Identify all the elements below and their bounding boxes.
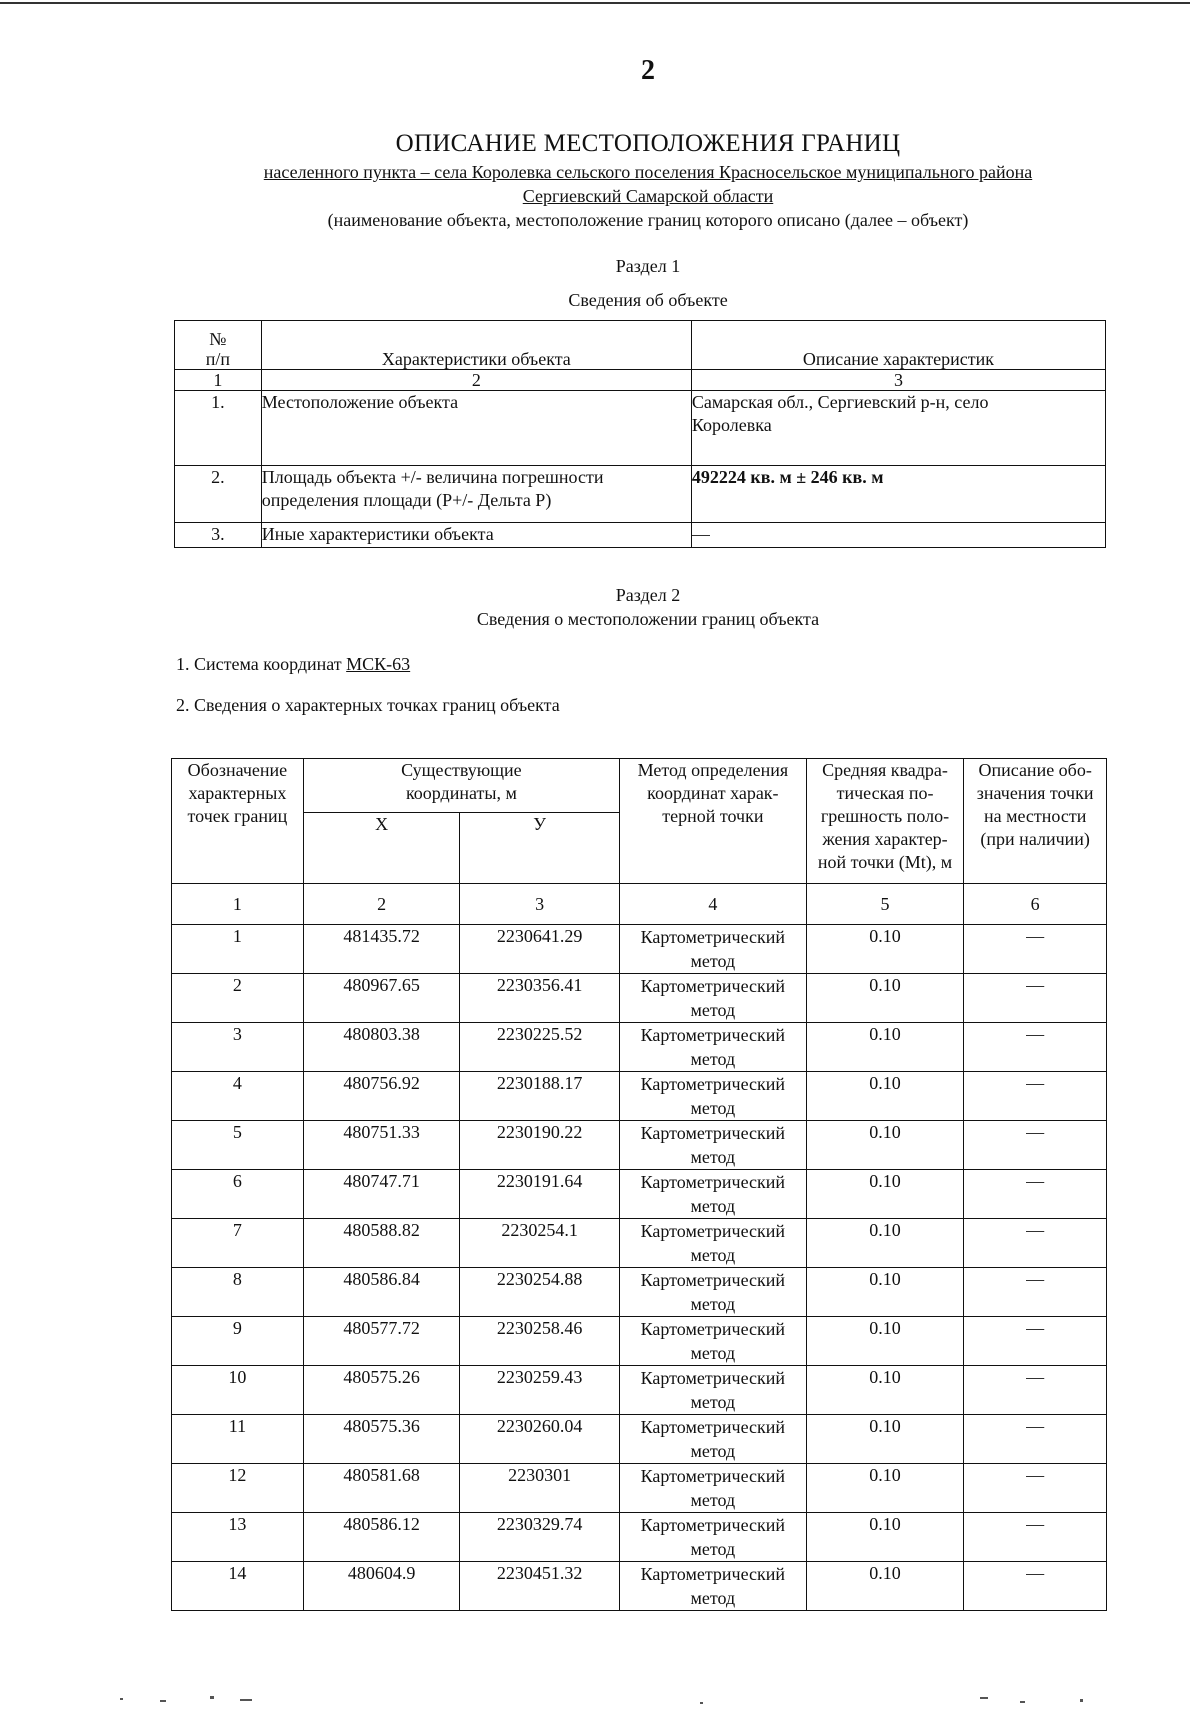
accuracy-cell: 0.10 <box>806 1219 964 1268</box>
method-line1: Картометрический <box>640 1025 786 1045</box>
x-cell: 480803.38 <box>303 1023 460 1072</box>
point-cell: 7 <box>172 1219 304 1268</box>
row-characteristic: Местоположение объекта <box>261 391 691 466</box>
point-cell: 14 <box>172 1562 304 1611</box>
row-description: 492224 кв. м ± 246 кв. м <box>691 466 1105 523</box>
method-line2: метод <box>690 1294 736 1314</box>
method-line1: Картометрический <box>640 1074 786 1094</box>
table-row <box>172 1170 1107 1219</box>
column-number-row <box>175 370 1106 391</box>
accuracy-cell: 0.10 <box>806 1170 964 1219</box>
col-number: 1 <box>175 370 262 391</box>
accuracy-cell: 0.10 <box>806 1121 964 1170</box>
y-cell: 2230190.22 <box>460 1121 620 1170</box>
y-cell: 2230188.17 <box>460 1072 620 1121</box>
header-text: грешность поло- <box>820 806 950 826</box>
col-number: 2 <box>261 370 691 391</box>
header-text: на местности <box>983 806 1087 826</box>
method-line2: метод <box>690 951 736 971</box>
description-cell: — <box>964 1072 1107 1121</box>
x-cell: 481435.72 <box>303 925 460 974</box>
section1-heading: Раздел 1 <box>615 256 681 276</box>
boundary-points-table <box>171 758 1107 1611</box>
method-line1: Картометрический <box>640 1123 786 1143</box>
method-line1: Картометрический <box>640 1515 786 1535</box>
description-cell: — <box>964 1562 1107 1611</box>
header-point <box>172 759 304 884</box>
method-line2: метод <box>690 1539 736 1559</box>
header-text: (при наличии) <box>980 829 1090 849</box>
col-number: 2 <box>303 884 460 925</box>
header-text: Описание обо- <box>978 760 1092 780</box>
point-cell: 9 <box>172 1317 304 1366</box>
method-line2: метод <box>690 1441 736 1461</box>
accuracy-cell: 0.10 <box>806 1268 964 1317</box>
table-row <box>172 1366 1107 1415</box>
object-name-line2: Сергиевский Самарской области <box>522 186 774 206</box>
description-cell: — <box>964 925 1107 974</box>
points-body <box>172 925 1107 1611</box>
x-cell: 480581.68 <box>303 1464 460 1513</box>
method-line1: Картометрический <box>640 1417 786 1437</box>
scan-top-border <box>0 2 1190 4</box>
description-cell: — <box>964 1366 1107 1415</box>
point-cell: 6 <box>172 1170 304 1219</box>
x-cell: 480575.36 <box>303 1415 460 1464</box>
characteristic-line2: определения площади (Р+/- Дельта Р) <box>261 490 552 510</box>
description-line1: Самарская обл., Сергиевский р-н, село <box>691 392 989 412</box>
section2-heading: Раздел 2 <box>615 585 681 605</box>
accuracy-cell: 0.10 <box>806 1562 964 1611</box>
y-cell: 2230225.52 <box>460 1023 620 1072</box>
method-cell <box>619 974 806 1023</box>
characteristic-line1: Площадь объекта +/- величина погрешности <box>261 467 604 487</box>
method-line2: метод <box>690 1392 736 1412</box>
row-num: 1. <box>175 391 262 466</box>
method-line2: метод <box>690 1196 736 1216</box>
col-number: 3 <box>691 370 1105 391</box>
row-characteristic: Иные характеристики объекта <box>261 523 691 548</box>
table-row <box>172 974 1107 1023</box>
header-num-line1: № <box>209 329 227 349</box>
section1-caption: Сведения об объекте <box>568 290 728 310</box>
description-cell: — <box>964 1268 1107 1317</box>
method-cell <box>619 1268 806 1317</box>
point-cell: 8 <box>172 1268 304 1317</box>
header-text: ной точки (Mt), м <box>817 852 953 872</box>
method-cell <box>619 1219 806 1268</box>
method-line2: метод <box>690 1147 736 1167</box>
point-cell: 5 <box>172 1121 304 1170</box>
method-cell <box>619 1562 806 1611</box>
row-num: 3. <box>175 523 262 548</box>
row-num: 2. <box>175 466 262 523</box>
table-row <box>175 391 1106 466</box>
method-cell <box>619 1464 806 1513</box>
row-characteristic <box>261 466 691 523</box>
method-line2: метод <box>690 1098 736 1118</box>
description-cell: — <box>964 1170 1107 1219</box>
header-text: координат харак- <box>647 783 779 803</box>
description-cell: — <box>964 1121 1107 1170</box>
y-cell: 2230260.04 <box>460 1415 620 1464</box>
method-line1: Картометрический <box>640 1319 786 1339</box>
y-cell: 2230356.41 <box>460 974 620 1023</box>
object-info-table <box>174 320 1106 548</box>
scan-noise <box>0 1690 1200 1710</box>
point-cell: 2 <box>172 974 304 1023</box>
y-cell: 2230259.43 <box>460 1366 620 1415</box>
method-line1: Картометрический <box>640 1270 786 1290</box>
method-cell <box>619 1513 806 1562</box>
accuracy-cell: 0.10 <box>806 1072 964 1121</box>
header-method <box>619 759 806 884</box>
description-cell: — <box>964 1513 1107 1562</box>
description-cell: — <box>964 1415 1107 1464</box>
point-cell: 11 <box>172 1415 304 1464</box>
y-cell: 2230329.74 <box>460 1513 620 1562</box>
table-row <box>172 1317 1107 1366</box>
accuracy-cell: 0.10 <box>806 1513 964 1562</box>
description-line2: Королевка <box>691 415 772 435</box>
method-line2: метод <box>690 1490 736 1510</box>
header-text: Существующие <box>401 760 522 780</box>
table-row <box>172 1121 1107 1170</box>
header-num <box>175 321 262 370</box>
table-row <box>172 1562 1107 1611</box>
page-number: 2 <box>641 55 655 86</box>
table-row <box>172 1072 1107 1121</box>
method-line2: метод <box>690 1000 736 1020</box>
accuracy-cell: 0.10 <box>806 1464 964 1513</box>
table-header-row <box>172 759 1107 813</box>
header-text: тическая по- <box>836 783 934 803</box>
method-cell <box>619 1170 806 1219</box>
header-num-line2: п/п <box>205 349 231 369</box>
x-cell: 480588.82 <box>303 1219 460 1268</box>
col-number: 5 <box>806 884 964 925</box>
header-text: Метод определения <box>637 760 789 780</box>
method-line1: Картометрический <box>640 1466 786 1486</box>
header-y: У <box>460 813 620 884</box>
accuracy-cell: 0.10 <box>806 1023 964 1072</box>
method-line1: Картометрический <box>640 1221 786 1241</box>
table-row <box>172 1415 1107 1464</box>
table-row <box>175 466 1106 523</box>
header-description: Описание характеристик <box>691 321 1105 370</box>
description-cell: — <box>964 1023 1107 1072</box>
method-line1: Картометрический <box>640 1368 786 1388</box>
description-cell: — <box>964 1464 1107 1513</box>
document-title: ОПИСАНИЕ МЕСТОПОЛОЖЕНИЯ ГРАНИЦ <box>395 130 901 157</box>
method-cell <box>619 1023 806 1072</box>
point-cell: 10 <box>172 1366 304 1415</box>
header-text: значения точки <box>976 783 1094 803</box>
method-line1: Картометрический <box>640 927 786 947</box>
x-cell: 480604.9 <box>303 1562 460 1611</box>
accuracy-cell: 0.10 <box>806 974 964 1023</box>
header-accuracy <box>806 759 964 884</box>
x-cell: 480751.33 <box>303 1121 460 1170</box>
table-header-row <box>175 321 1106 370</box>
method-line2: метод <box>690 1245 736 1265</box>
header-text: жения характер- <box>822 829 948 849</box>
table-row <box>172 1023 1107 1072</box>
method-line2: метод <box>690 1588 736 1608</box>
method-line1: Картометрический <box>640 1564 786 1584</box>
y-cell: 2230254.1 <box>460 1219 620 1268</box>
accuracy-cell: 0.10 <box>806 1415 964 1464</box>
method-line2: метод <box>690 1049 736 1069</box>
x-cell: 480586.84 <box>303 1268 460 1317</box>
point-cell: 12 <box>172 1464 304 1513</box>
description-cell: — <box>964 1317 1107 1366</box>
table-row <box>172 1219 1107 1268</box>
header-text: точек границ <box>187 806 288 826</box>
y-cell: 2230258.46 <box>460 1317 620 1366</box>
header-text: терной точки <box>662 806 764 826</box>
y-cell: 2230301 <box>460 1464 620 1513</box>
row-description: — <box>691 523 1105 548</box>
header-x: X <box>303 813 460 884</box>
x-cell: 480577.72 <box>303 1317 460 1366</box>
col-number: 1 <box>172 884 304 925</box>
x-cell: 480967.65 <box>303 974 460 1023</box>
y-cell: 2230254.88 <box>460 1268 620 1317</box>
header-text: Обозначение <box>187 760 288 780</box>
row-description <box>691 391 1105 466</box>
x-cell: 480575.26 <box>303 1366 460 1415</box>
accuracy-cell: 0.10 <box>806 1366 964 1415</box>
col-number: 3 <box>460 884 620 925</box>
header-text: Средняя квадра- <box>822 760 948 780</box>
point-cell: 3 <box>172 1023 304 1072</box>
method-cell <box>619 1415 806 1464</box>
point-cell: 4 <box>172 1072 304 1121</box>
point-cell: 13 <box>172 1513 304 1562</box>
coord-system-line <box>176 654 410 675</box>
x-cell: 480747.71 <box>303 1170 460 1219</box>
method-cell <box>619 925 806 974</box>
column-number-row <box>172 884 1107 925</box>
header-characteristic: Характеристики объекта <box>261 321 691 370</box>
object-note: (наименование объекта, местоположение границ которого описано (далее – объект) <box>327 210 969 230</box>
method-line1: Картометрический <box>640 976 786 996</box>
table-row <box>172 1464 1107 1513</box>
table-row <box>172 1513 1107 1562</box>
point-cell: 1 <box>172 925 304 974</box>
y-cell: 2230451.32 <box>460 1562 620 1611</box>
col-number: 4 <box>619 884 806 925</box>
header-coords <box>303 759 619 813</box>
description-cell: — <box>964 1219 1107 1268</box>
x-cell: 480756.92 <box>303 1072 460 1121</box>
method-cell <box>619 1072 806 1121</box>
points-label: 2. Сведения о характерных точках границ объекта <box>176 695 560 715</box>
y-cell: 2230641.29 <box>460 925 620 974</box>
table-row <box>172 925 1107 974</box>
table-row <box>175 523 1106 548</box>
method-cell <box>619 1366 806 1415</box>
x-cell: 480586.12 <box>303 1513 460 1562</box>
method-line1: Картометрический <box>640 1172 786 1192</box>
y-cell: 2230191.64 <box>460 1170 620 1219</box>
object-name-line1: населенного пункта – села Королевка сельского поселения Красносельское муниципального района <box>263 162 1033 182</box>
header-description <box>964 759 1107 884</box>
method-line2: метод <box>690 1343 736 1363</box>
method-cell <box>619 1317 806 1366</box>
coord-system-label: 1. Система координат <box>176 654 342 674</box>
method-cell <box>619 1121 806 1170</box>
table-row <box>172 1268 1107 1317</box>
header-text: характерных <box>188 783 287 803</box>
description-cell: — <box>964 974 1107 1023</box>
section2-caption: Сведения о местоположении границ объекта <box>476 609 820 629</box>
accuracy-cell: 0.10 <box>806 1317 964 1366</box>
header-text: координаты, м <box>405 783 517 803</box>
col-number: 6 <box>964 884 1107 925</box>
coord-system-value: МСК-63 <box>346 654 411 674</box>
accuracy-cell: 0.10 <box>806 925 964 974</box>
